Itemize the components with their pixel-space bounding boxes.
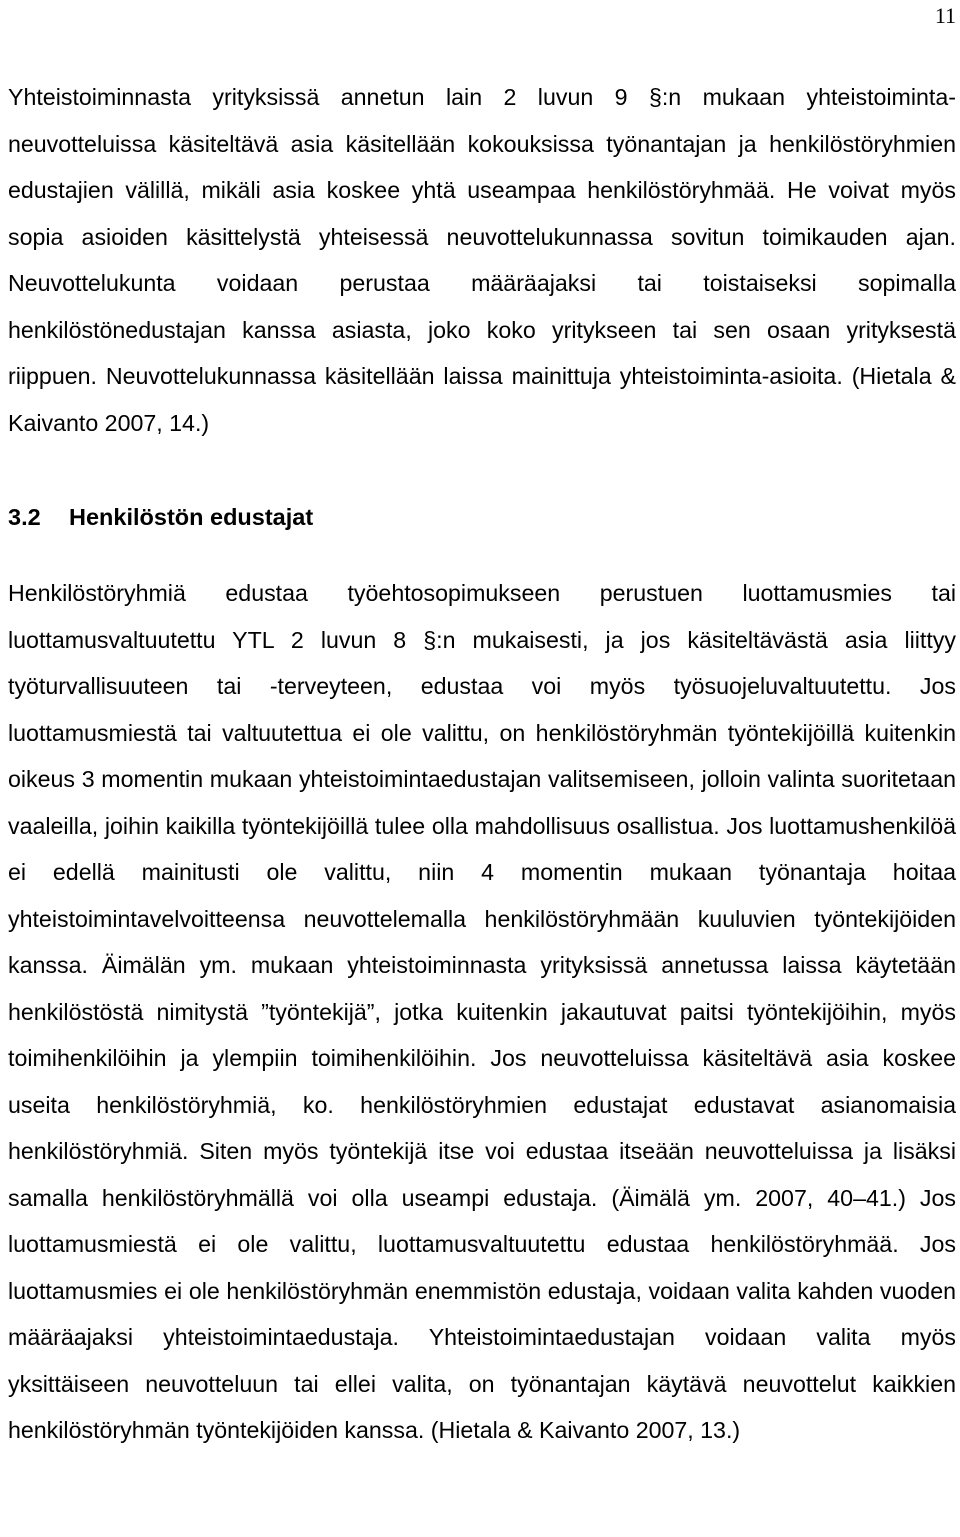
section-title: Henkilöstön edustajat [69, 504, 314, 530]
body-paragraph-yhteistoiminta: Yhteistoiminnasta yrityksissä annetun lain 2 luvun 9 §:n mukaan yhteistoimintaneuvotteluissa käsiteltävä asia käsitellään kokouksissa työnantajan ja henkilöstöryhmien edustajien välillä, mikäli asia koskee yhtä useampaa henkilöstöryhmää. He voivat myös sopia asioiden käsittelystä yhteisessä neuvottelukunnassa sovitun toimikauden ajan. Neuvottelukunta voidaan perustaa määräajaksi tai toistaiseksi sopimalla henkilöstönedustajan kanssa asiasta, joko koko yritykseen tai sen osaan yrityksestä riippuen. Neuvottelukunnassa käsitellään laissa mainittuja yhteistoiminta-asioita. (Hietala & Kaivanto 2007, 14.) [8, 84, 956, 436]
section-heading [8, 502, 313, 532]
section-number: 3.2 [8, 504, 41, 530]
body-paragraph-henkiloston-edustajat: Henkilöstöryhmiä edustaa työehtosopimukseen perustuen luottamusmies tai luottamusvaltuutettu YTL 2 luvun 8 §:n mukaisesti, ja jos käsiteltävästä asia liittyy työturvallisuuteen tai -terveyteen, edustaa voi myös työsuojeluvaltuutettu. Jos luottamusmiestä tai valtuutettua ei ole valittu, on henkilöstöryhmän työntekijöillä kuitenkin oikeus 3 momentin mukaan yhteistoimintaedustajan valitsemiseen, jolloin valinta suoritetaan vaaleilla, joihin kaikilla työntekijöillä tulee olla mahdollisuus osallistua. Jos luottamushenkilöä ei edellä mainitusti ole valittu, niin 4 momentin mukaan työnantaja hoitaa yhteistoimintavelvoitteensa neuvottelemalla henkilöstöryhmään kuuluvien työntekijöiden kanssa. Äimälän ym. mukaan yhteistoiminnasta yrityksissä annetussa laissa käytetään henkilöstöstä nimitystä ”työntekijä”, jotka kuitenkin jakautuvat paitsi työntekijöihin, myös toimihenkilöihin ja ylempiin toimihenkilöihin. Jos neuvotteluissa käsiteltävä asia koskee useita henkilöstöryhmiä, ko. henkilöstöryhmien edustajat edustavat asianomaisia henkilöstöryhmiä. Siten myös työntekijä itse voi edustaa itseään neuvotteluissa ja lisäksi samalla henkilöstöryhmällä voi olla useampi edustaja. (Äimälä ym. 2007, 40–41.) Jos luottamusmiestä ei ole valittu, luottamusvaltuutettu edustaa henkilöstöryhmää. Jos luottamusmies ei ole henkilöstöryhmän enemmistön edustaja, voidaan valita kahden vuoden määräajaksi yhteistoimintaedustaja. Yhteistoimintaedustajan voidaan valita myös yksittäiseen neuvotteluun tai ellei valita, on työnantajan käytävä neuvottelut kaikkien henkilöstöryhmän työntekijöiden kanssa. (Hietala & Kaivanto 2007, 13.) [8, 580, 956, 1443]
page-number: 11 [934, 3, 956, 28]
